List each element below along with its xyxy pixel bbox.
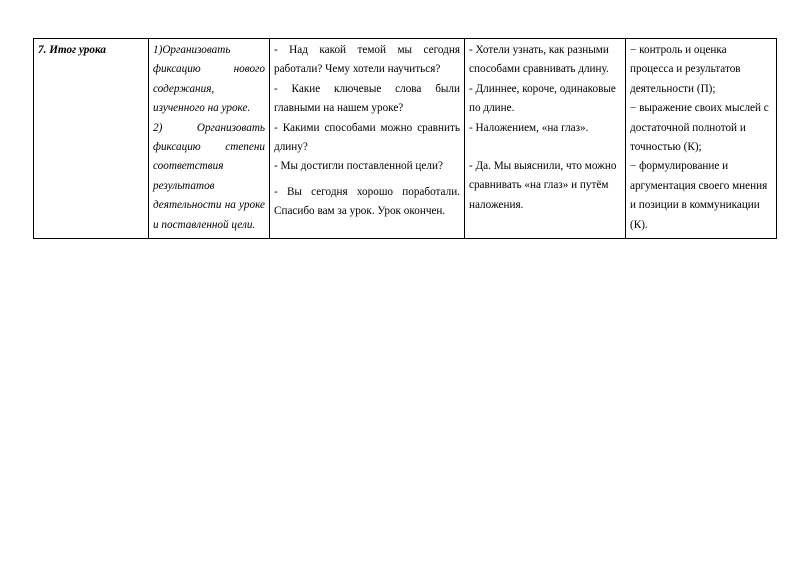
uud-item: − контроль и оценка процесса и результатов деятельности (П);: [630, 44, 741, 95]
student-line: - Длиннее, короче, одинаковые по длине.: [469, 82, 616, 115]
uud-cell: [626, 39, 777, 239]
lesson-table: [33, 38, 777, 239]
teacher-line: - Мы достигли поставленной цели?: [274, 160, 443, 173]
teacher-line: - Какие ключевые слова были главными на нашем уроке?: [274, 82, 460, 115]
teacher-line: - Какими способами можно сравнить длину?: [274, 121, 460, 154]
student-activity-cell: [465, 39, 626, 239]
teacher-activity-cell: [270, 39, 465, 239]
uud-item: − выражение своих мыслей с достаточной полнотой и точностью (К);: [630, 102, 769, 154]
uud-item: − формулирование и аргументация своего мнения и позиции в коммуникации (К).: [630, 160, 768, 231]
goals-cell: [149, 39, 270, 239]
goal-item: 2) Организовать фиксацию степени соответствия результатов деятельности на уроке и поставленной цели.: [153, 121, 265, 231]
stage-cell: [34, 39, 149, 239]
spacer: [469, 138, 621, 157]
student-line: - Хотели узнать, как разными способами сравнивать длину.: [469, 44, 609, 76]
teacher-line: - Над какой темой мы сегодня работали? Чему хотели научиться?: [274, 44, 460, 76]
student-line: - Да. Мы выяснили, что можно сравнивать «на глаз» и путём наложения.: [469, 160, 617, 211]
stage-title: 7. Итог урока: [38, 44, 106, 56]
table-row: [34, 39, 777, 239]
teacher-line: - Вы сегодня хорошо поработали. Спасибо вам за урок. Урок окончен.: [274, 185, 460, 218]
goal-item: 1)Организовать фиксацию нового содержания, изученного на уроке.: [153, 44, 265, 115]
student-line: - Наложением, «на глаз».: [469, 121, 589, 134]
